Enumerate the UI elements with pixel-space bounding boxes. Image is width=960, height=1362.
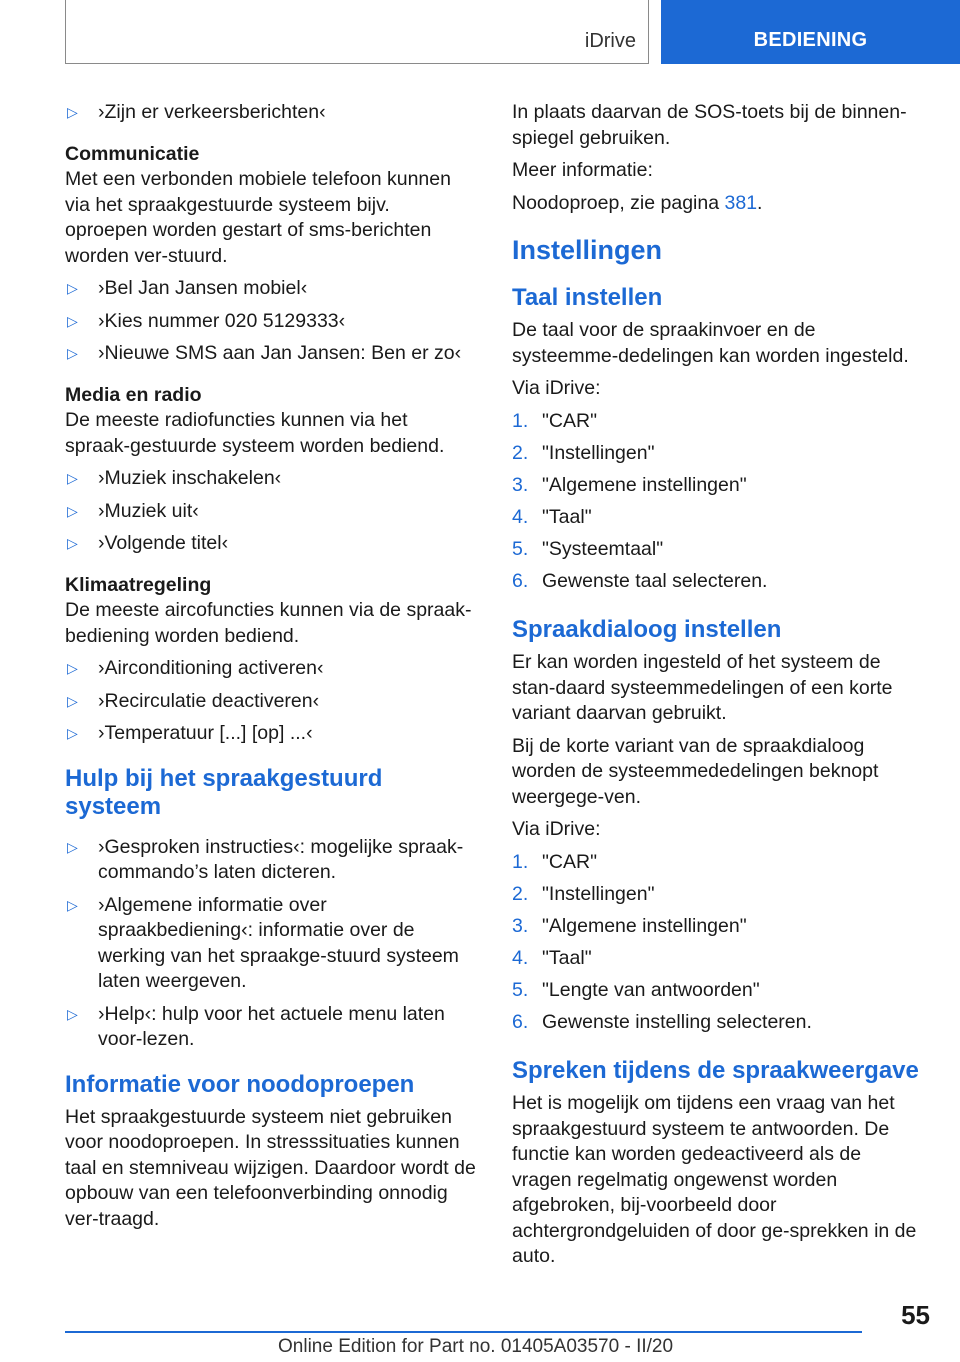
list-item: 5. "Lengte van antwoorden" [512, 978, 760, 1001]
list-item: ▷ ›Zijn er verkeersberichten‹ [65, 100, 477, 126]
triangle-bullet-icon: ▷ [67, 280, 78, 296]
list-item: ▷ ›Muziek uit‹ [65, 499, 477, 525]
paragraph: Het is mogelijk om tijdens een vraag van het spraakgestuurd systeem te antwoorden. De functie kan worden gedeactiveerd als de vragen regelmatig ongewenst worden afgebroken, bij‐voorbeeld door achtergrondgeluiden of door ge‐sprekken in de auto. [512, 1092, 917, 1267]
list-item: 6. Gewenste instelling selecteren. [512, 1010, 812, 1033]
list-item: 1. "CAR" [512, 850, 598, 873]
bullet-list [65, 466, 477, 557]
triangle-bullet-icon: ▷ [67, 725, 78, 741]
triangle-bullet-icon: ▷ [67, 1005, 78, 1022]
triangle-bullet-icon: ▷ [67, 838, 78, 855]
list-item: ▷ ›Algemene informatie over spraakbediening‹: informatie over de werking van het spraakge‐stuurd systeem laten weergeven. [67, 893, 459, 992]
triangle-bullet-icon: ▷ [67, 502, 78, 519]
bullet-list [65, 100, 477, 126]
paragraph: Via iDrive: [512, 818, 601, 840]
list-item: ▷ ›Nieuwe SMS aan Jan Jansen: Ben er zo‹ [65, 341, 477, 367]
list-item: ▷ ›Bel Jan Jansen mobiel‹ [65, 276, 477, 302]
list-item: 5. "Systeemtaal" [512, 537, 664, 560]
subheading-klimaat: Klimaatregeling [65, 573, 212, 596]
paragraph: Er kan worden ingesteld of het systeem de stan‐daard systeemmedelingen of een korte variant daarvan gebruikt. [512, 651, 893, 724]
paragraph: Via iDrive: [512, 377, 601, 399]
header-title-box [65, 0, 649, 64]
numbered-list [512, 850, 924, 1036]
heading-hulp: Hulp bij het spraakgestuurd systeem [65, 764, 383, 820]
heading-noodoproepen: Informatie voor noodoproepen [65, 1070, 415, 1098]
heading-taal: Taal instellen [512, 284, 663, 311]
bullet-list [65, 835, 477, 1053]
triangle-bullet-icon: ▷ [67, 312, 78, 329]
paragraph: De meeste radiofuncties kunnen via het spraak‐gestuurde systeem worden bediend. [65, 409, 445, 457]
subheading-communicatie: Communicatie [65, 142, 200, 165]
list-item: ▷ ›Airconditioning activeren‹ [65, 656, 477, 682]
heading-spreken: Spreken tijdens de spraakweergave [512, 1057, 919, 1084]
triangle-bullet-icon: ▷ [67, 470, 78, 486]
list-item: 2. "Instellingen" [512, 441, 655, 464]
section-tab[interactable] [661, 0, 960, 64]
section-label: BEDIENING [753, 29, 868, 51]
list-item: ▷ ›Recirculatie deactiveren‹ [65, 689, 477, 715]
cross-reference: Noodoproep, zie pagina 381. [512, 191, 763, 214]
list-item: ▷ ›Volgende titel‹ [65, 531, 477, 557]
paragraph: De taal voor de spraakinvoer en de systeemme‐dedelingen kan worden ingesteld. [512, 319, 909, 367]
heading-instellingen: Instellingen [512, 235, 663, 265]
triangle-bullet-icon: ▷ [67, 896, 78, 913]
chapter-title: iDrive [584, 30, 636, 52]
list-item: ▷ ›Help‹: hulp voor het actuele menu laten voor‐lezen. [67, 1002, 445, 1050]
list-item: 3. "Algemene instellingen" [512, 473, 747, 496]
list-item: 3. "Algemene instellingen" [512, 914, 747, 937]
footer-edition: Online Edition for Part no. 01405A03570 - II/20 [278, 1336, 674, 1357]
subheading-media: Media en radio [65, 383, 202, 406]
right-column [512, 100, 924, 1277]
paragraph: Bij de korte variant van de spraakdialoog worden de systeemmededelingen beknopt weergege‐ven. [512, 734, 879, 808]
list-item: ▷ ›Muziek inschakelen‹ [65, 466, 477, 492]
list-item: ▷ ›Temperatuur [...] [op] ...‹ [65, 721, 477, 747]
triangle-bullet-icon: ▷ [67, 660, 78, 676]
numbered-list [512, 409, 924, 595]
list-item: 1. "CAR" [512, 409, 598, 432]
footer-divider [65, 1331, 862, 1333]
triangle-bullet-icon: ▷ [67, 345, 78, 361]
paragraph: In plaats daarvan de SOS-toets bij de binnen‐spiegel gebruiken. [512, 101, 907, 149]
left-column [65, 100, 477, 1239]
triangle-bullet-icon: ▷ [67, 535, 78, 551]
list-item: ▷ ›Gesproken instructies‹: mogelijke spraak‐commando’s laten dicteren. [67, 835, 464, 883]
paragraph: De meeste aircofuncties kunnen via de spraak‐bediening worden bediend. [65, 599, 472, 647]
list-item: 4. "Taal" [512, 946, 592, 969]
page-header [0, 0, 960, 66]
list-item: 4. "Taal" [512, 505, 592, 528]
bullet-list [65, 276, 477, 367]
bullet-list [65, 656, 477, 747]
triangle-bullet-icon: ▷ [67, 692, 78, 709]
page-number: 55 [901, 1300, 930, 1330]
page-link[interactable]: 381 [724, 191, 758, 214]
triangle-bullet-icon: ▷ [67, 104, 78, 120]
list-item: 6. Gewenste taal selecteren. [512, 569, 768, 592]
paragraph: Met een verbonden mobiele telefoon kunnen via het spraakgestuurde systeem bijv. oproepen worden gestart of sms-berichten worden ver‐stuurd. [65, 168, 451, 267]
heading-spraakdialoog: Spraakdialoog instellen [512, 616, 782, 643]
paragraph: Het spraakgestuurde systeem niet gebruiken voor noodoproepen. In stresssituaties kunnen taal en stemniveau wijzigen. Daardoor wordt de opbouw van een telefoonverbinding onnodig ver‐traagd. [65, 1105, 476, 1230]
paragraph: Meer informatie: [512, 159, 653, 181]
list-item: 2. "Instellingen" [512, 882, 655, 905]
list-item: ▷ ›Kies nummer 020 5129333‹ [65, 309, 477, 335]
